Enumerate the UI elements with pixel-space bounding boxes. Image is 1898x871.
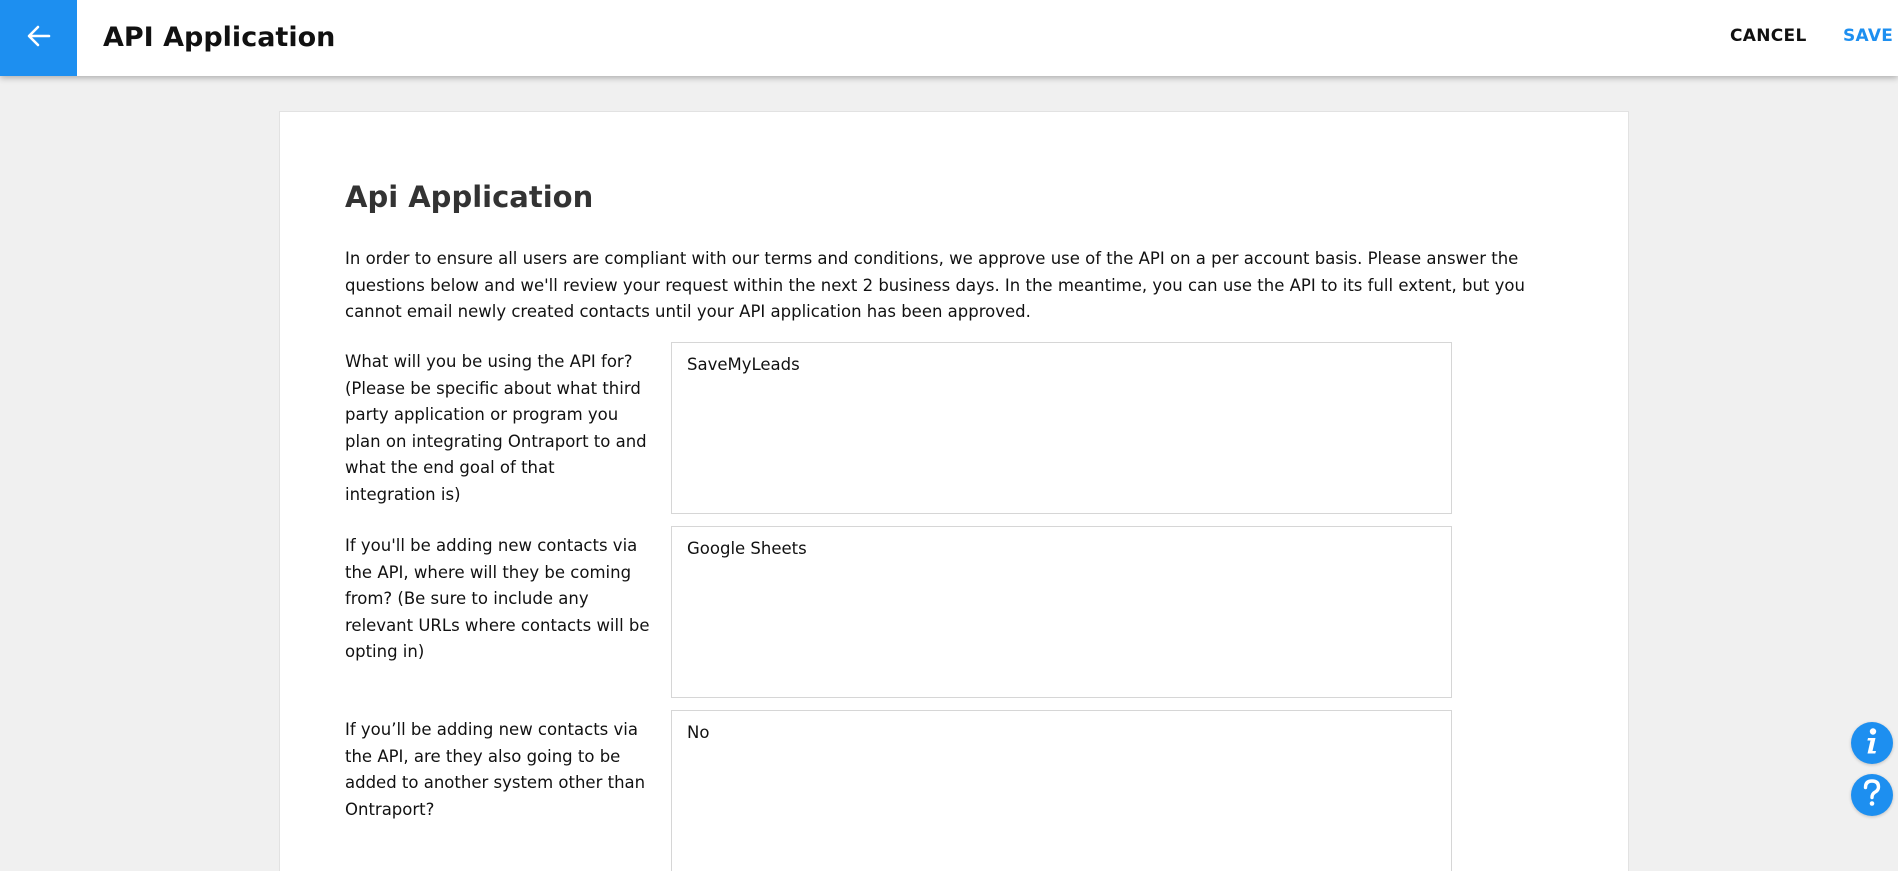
help-icon bbox=[1851, 772, 1893, 818]
intro-text: In order to ensure all users are compliant with our terms and conditions, we approve use of the API on a per account basis. Please answer the questions below and we'll review your request within the next 2 business days. In the meantime, you can use the API to its full extent, but you cannot email newly created contacts until your API application has been approved. bbox=[345, 249, 1525, 321]
contact-source-field[interactable] bbox=[671, 526, 1452, 698]
page-title: API Application bbox=[103, 22, 336, 53]
form-title: Api Application bbox=[345, 180, 594, 214]
info-icon bbox=[1851, 720, 1893, 766]
question-label-contact-source: If you'll be adding new contacts via the API, where will they be coming from? (Be sure to include any relevant URLs where contacts will be opting in) bbox=[345, 536, 650, 661]
arrow-left-icon bbox=[27, 25, 51, 51]
save-button[interactable]: SAVE bbox=[1843, 26, 1894, 46]
form-card bbox=[279, 111, 1629, 871]
other-system-field[interactable] bbox=[671, 710, 1452, 871]
cancel-button[interactable]: CANCEL bbox=[1730, 26, 1807, 46]
api-usage-field[interactable] bbox=[671, 342, 1452, 514]
info-button[interactable] bbox=[1851, 722, 1893, 764]
question-label-api-usage: What will you be using the API for? (Please be specific about what third party application or program you plan on integrating Ontraport to and what the end goal of that integration is) bbox=[345, 352, 647, 504]
help-button[interactable] bbox=[1851, 774, 1893, 816]
question-label-other-system: If you’ll be adding new contacts via the API, are they also going to be added to another system other than Ontraport? bbox=[345, 720, 646, 819]
top-bar bbox=[0, 0, 1898, 76]
back-button[interactable] bbox=[0, 0, 77, 76]
